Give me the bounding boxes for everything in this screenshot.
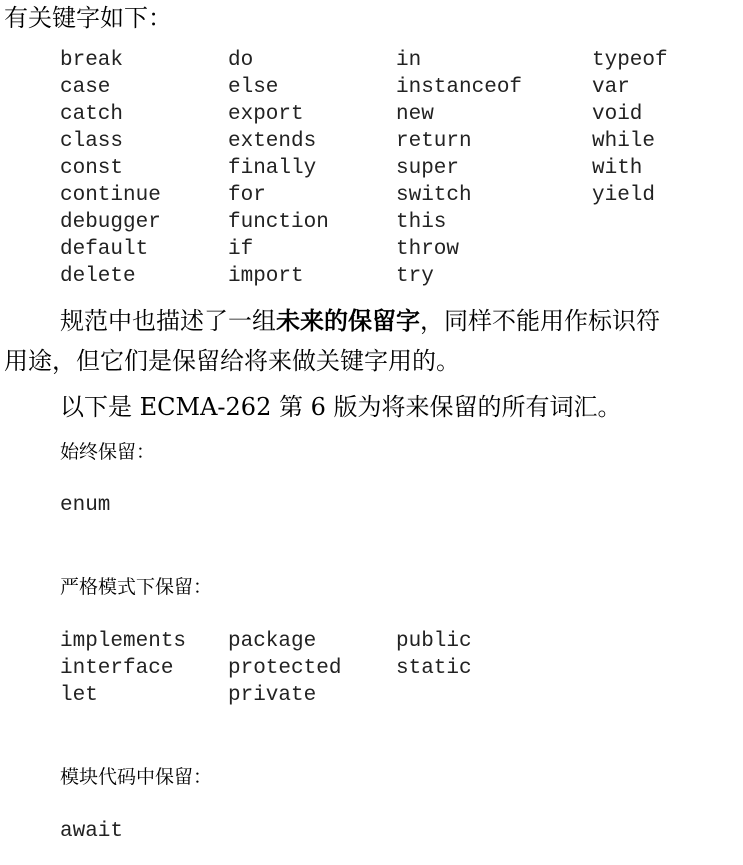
keyword: extends <box>228 130 317 153</box>
keyword: public <box>396 630 472 653</box>
keyword: switch <box>396 184 472 207</box>
keyword: for <box>228 184 266 207</box>
heading-always-reserved: 始终保留： <box>60 441 156 463</box>
keyword: throw <box>396 238 460 261</box>
keyword: case <box>60 76 111 99</box>
keyword: debugger <box>60 211 161 234</box>
keyword: break <box>60 49 124 72</box>
keyword: if <box>228 238 254 261</box>
keyword: try <box>396 265 434 288</box>
keyword: package <box>228 630 317 653</box>
paragraph-reserved-line-2: 用途，但它们是保留给将来做关键字用的。 <box>4 347 460 375</box>
keyword: private <box>228 684 317 707</box>
keyword: do <box>228 49 254 72</box>
keyword: implements <box>60 630 187 653</box>
keyword: new <box>396 103 434 126</box>
keyword: finally <box>228 157 317 180</box>
keyword: const <box>60 157 124 180</box>
paragraph-future-words: 以下是 ECMA-262 第 6 版为将来保留的所有词汇。 <box>60 393 622 421</box>
keyword: await <box>60 820 124 843</box>
paragraph-text: 规范中也描述了一组 <box>60 307 276 335</box>
keyword: enum <box>60 494 111 517</box>
keyword: return <box>396 130 472 153</box>
keyword: typeof <box>592 49 668 72</box>
keyword: with <box>592 157 643 180</box>
keyword: super <box>396 157 460 180</box>
keyword: this <box>396 211 447 234</box>
keyword: continue <box>60 184 161 207</box>
keyword: function <box>228 211 329 234</box>
keyword: while <box>592 130 656 153</box>
keyword: catch <box>60 103 124 126</box>
bold-term: 未来的保留字 <box>276 307 420 335</box>
keyword: instanceof <box>396 76 523 99</box>
keyword: let <box>60 684 98 707</box>
keyword: class <box>60 130 124 153</box>
keyword: export <box>228 103 304 126</box>
keyword: yield <box>592 184 656 207</box>
keyword: protected <box>228 657 342 680</box>
heading-module-reserved: 模块代码中保留： <box>60 766 213 788</box>
keyword: var <box>592 76 630 99</box>
keyword: void <box>592 103 643 126</box>
keyword: default <box>60 238 149 261</box>
intro-line: 有关键字如下： <box>4 4 172 32</box>
keyword: else <box>228 76 279 99</box>
heading-strict-reserved: 严格模式下保留： <box>60 576 213 598</box>
paragraph-text: ，同样不能用作标识符 <box>420 307 660 335</box>
keyword: static <box>396 657 472 680</box>
keyword: import <box>228 265 304 288</box>
keyword: interface <box>60 657 174 680</box>
paragraph-reserved-line-1 <box>60 305 660 337</box>
keyword: delete <box>60 265 136 288</box>
keyword: in <box>396 49 422 72</box>
